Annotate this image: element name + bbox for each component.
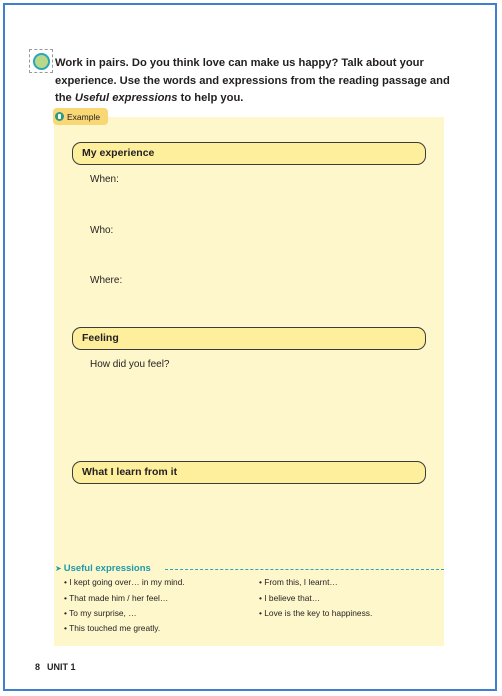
expression-item: • That made him / her feel… [64,593,169,603]
section-heading-feeling: Feeling [72,327,426,350]
expression-item: • To my surprise, … [64,608,137,618]
expression-item: • Love is the key to happiness. [259,608,373,618]
task-icon [29,49,53,73]
useful-expressions-divider [165,569,444,570]
prompt-who: Who: [90,225,114,236]
page-number: 8 [35,662,41,672]
unit-label: UNIT 1 [47,662,76,672]
expression-item: • I kept going over… in my mind. [64,577,185,587]
page-footer [35,662,76,672]
prompt-where: Where: [90,275,123,286]
example-label: Example [67,111,101,122]
prompt-feeling: How did you feel? [90,359,170,370]
useful-expressions-title: ➤ Useful expressions [55,563,151,574]
section-heading-learn: What I learn from it [72,461,426,484]
expression-item: • From this, I learnt… [259,577,338,587]
task-instructions: Work in pairs. Do you think love can make us happy? Talk about your experience. Use the words and expressions from the reading passage and the Useful expressions to help you. [55,57,450,104]
example-icon [55,112,64,121]
prompt-when: When: [90,174,119,185]
expression-item: • This touched me greatly. [64,623,161,633]
section-heading-experience: My experience [72,142,426,165]
expression-item: • I believe that… [259,593,321,603]
example-tag [53,108,108,125]
